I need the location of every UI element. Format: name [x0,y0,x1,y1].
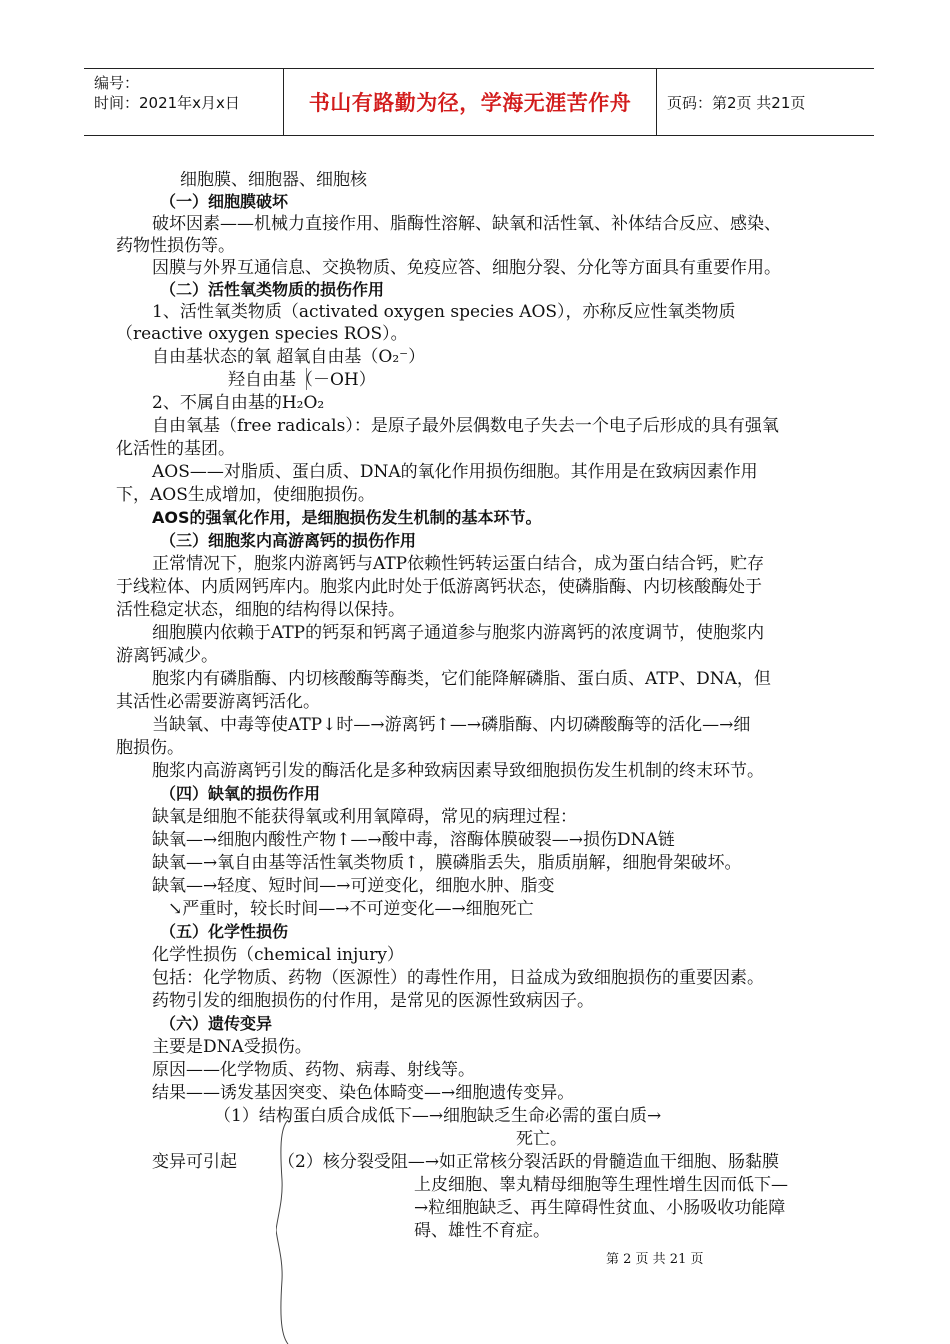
section-heading: （二）活性氧类物质的损伤作用 [160,280,385,299]
text-line: 细胞膜、细胞器、细胞核 [180,170,367,190]
text-line: →粒细胞缺乏、再生障碍性贫血、小肠吸收功能障 [414,1198,786,1218]
text-line: 上皮细胞、睾丸精母细胞等生理性增生因而低下— [414,1175,788,1195]
text-line: 缺氧—→轻度、短时间—→可逆变化，细胞水肿、脂变 [152,876,555,896]
section-heading: （六）遗传变异 [160,1014,273,1033]
text-line: 当缺氧、中毒等使ATP↓时—→游离钙↑—→磷脂酶、内切磷酸酶等的活化—→细 [152,715,751,735]
section-heading: （四）缺氧的损伤作用 [160,784,321,803]
time-label: 时间：2021年x月x日 [94,94,240,112]
text-line: 其活性必需要游离钙活化。 [116,692,320,712]
text-line: 游离钙减少。 [116,646,218,666]
text-line: 包括：化学物质、药物（医源性）的毒性作用，日益成为致细胞损伤的重要因素。 [152,968,764,988]
section-heading: （一）细胞膜破坏 [160,192,289,211]
text-line: 下，AOS生成增加，使细胞损伤。 [116,485,375,505]
section-heading: （三）细胞浆内高游离钙的损伤作用 [160,531,417,550]
bold-statement: AOS的强氧化作用，是细胞损伤发生机制的基本环节。 [152,508,542,527]
header-motto: 书山有路勤为径，学海无涯苦作舟 [284,69,657,135]
text-line: （2）核分裂受阻—→如正常核分裂活跃的骨髓造血干细胞、肠黏膜 [278,1152,780,1172]
text-line: 因膜与外界互通信息、交换物质、免疫应答、细胞分裂、分化等方面具有重要作用。 [152,258,781,278]
number-label: 编号： [94,74,140,92]
text-line: 细胞膜内依赖于ATP的钙泵和钙离子通道参与胞浆内游离钙的浓度调节，使胞浆内 [152,623,765,643]
text-line: 缺氧—→氧自由基等活性氧类物质↑，膜磷脂丢失，脂质崩解，细胞骨架破坏。 [152,853,742,873]
text-line: 缺氧—→细胞内酸性产物↑—→酸中毒，溶酶体膜破裂—→损伤DNA链 [152,830,675,850]
text-line: 化学性损伤（chemical injury） [152,945,404,965]
text-line: 主要是DNA受损伤。 [152,1037,312,1057]
text-line: 化活性的基团。 [116,439,235,459]
text-line: 胞损伤。 [116,738,184,758]
text-line: 羟自由基（－OH） [228,370,376,390]
text-line: 2、不属自由基的H₂O₂ [152,393,325,413]
text-line: AOS——对脂质、蛋白质、DNA的氧化作用损伤细胞。其作用是在致病因素作用 [152,462,758,482]
header-page-info: 页码：第2页 共21页 [667,93,806,112]
text-line: 缺氧是细胞不能获得氧或利用氧障碍，常见的病理过程： [152,807,577,827]
text-line: 死亡。 [516,1129,567,1149]
text-line: （1）结构蛋白质合成低下—→细胞缺乏生命必需的蛋白质→ [214,1106,662,1126]
text-line: 胞浆内有磷脂酶、内切核酸酶等酶类，它们能降解磷脂、蛋白质、ATP、DNA，但 [152,669,771,689]
page-footer: 第 2 页 共 21 页 [606,1252,704,1267]
text-line: 胞浆内高游离钙引发的酶活化是多种致病因素导致细胞损伤发生机制的终末环节。 [152,761,764,781]
text-line: 结果——诱发基因突变、染色体畸变—→细胞遗传变异。 [152,1083,575,1103]
text-line: 原因——化学物质、药物、病毒、射线等。 [152,1060,475,1080]
text-line: 1、活性氧类物质（activated oxygen species AOS），亦称反应性氧类物质 [152,302,736,322]
text-line: 活性稳定状态，细胞的结构得以保持。 [116,600,405,620]
brace-shape [276,1120,290,1344]
text-line: 自由氧基（free radicals）：是原子最外层偶数电子失去一个电子后形成的具有强氧 [152,416,779,436]
text-line: 变异可引起 [152,1152,237,1172]
text-line: 破坏因素——机械力直接作用、脂酶性溶解、缺氧和活性氧、补体结合反应、感染、 [152,214,781,234]
text-line: 药物引发的细胞损伤的付作用，是常见的医源性致病因子。 [152,991,594,1011]
text-line: 于线粒体、内质网钙库内。胞浆内此时处于低游离钙状态，使磷脂酶、内切核酸酶处于 [116,577,762,597]
text-line: 正常情况下，胞浆内游离钙与ATP依赖性钙转运蛋白结合，成为蛋白结合钙，贮存 [152,554,765,574]
section-heading: （五）化学性损伤 [160,922,289,941]
text-line: 自由基状态的氧 超氧自由基（O₂⁻） [152,347,426,367]
text-line: ↘严重时，较长时间—→不可逆变化—→细胞死亡 [168,899,534,919]
text-line: 碍、雄性不育症。 [414,1221,550,1241]
text-line: （reactive oxygen species ROS）。 [116,324,408,344]
text-line: 药物性损伤等。 [116,236,235,256]
